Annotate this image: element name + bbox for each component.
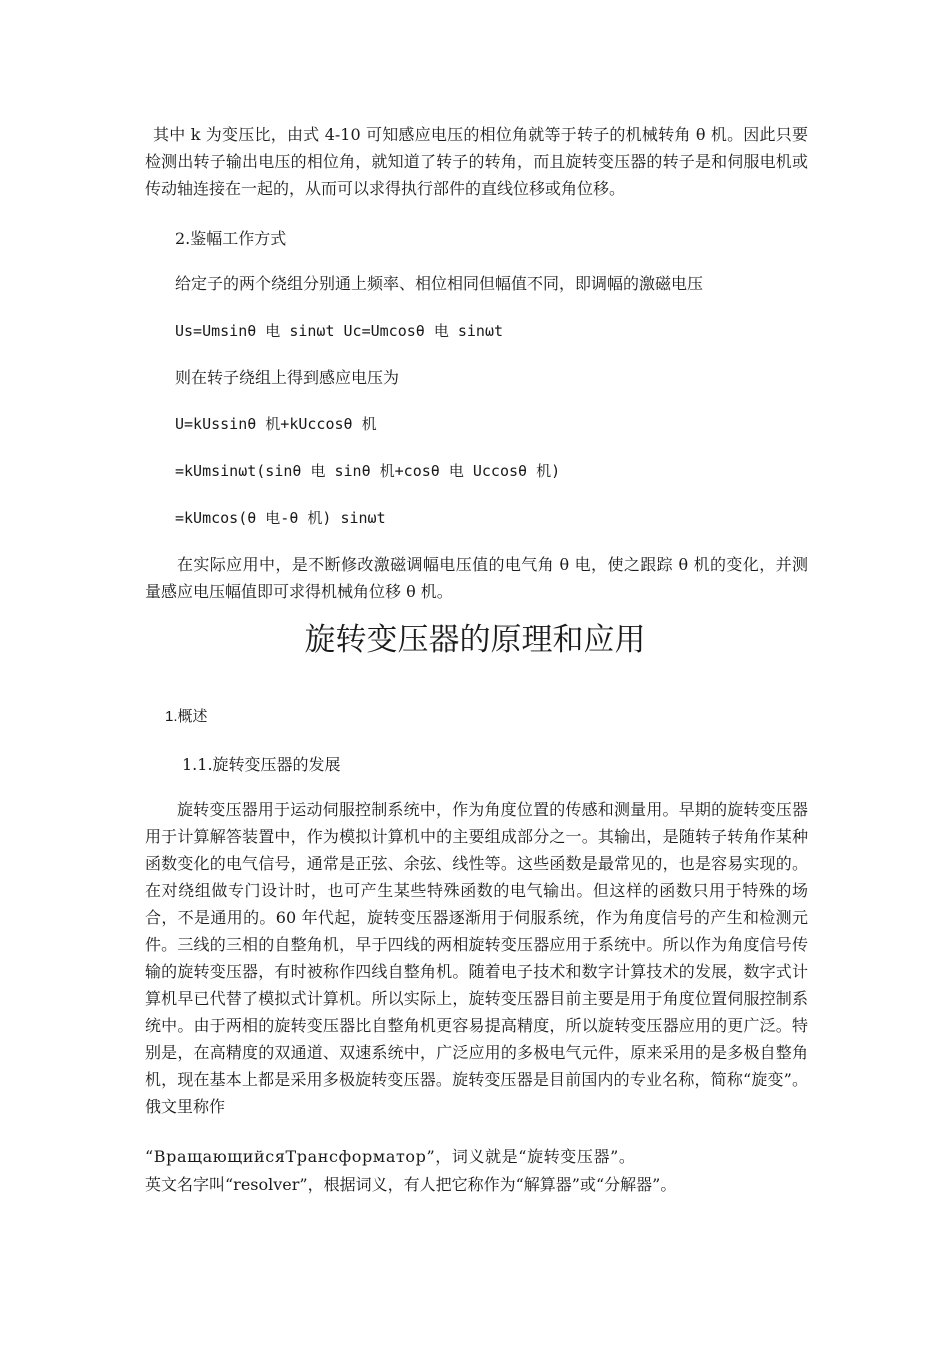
russian-name-line: “ВращающийсяТрансформатор”，词义就是“旋转变压器”。 <box>145 1147 636 1166</box>
section-heading: 2.鉴幅工作方式 <box>175 229 287 248</box>
application-paragraph: 在实际应用中，是不断修改激磁调幅电压值的电气角 θ 电，使之跟踪 θ 机的变化，并测量感应电压幅值即可求得机械角位移 θ 机。 <box>145 555 808 601</box>
document-title: 旋转变压器的原理和应用 <box>304 622 646 658</box>
excitation-formula: Us=Umsinθ 电 sinωt Uc=Umcosθ 电 sinωt <box>175 322 504 340</box>
formula-line: =kUmsinωt(sinθ 电 sinθ 机+cosθ 电 Uccosθ 机) <box>175 462 561 480</box>
intro-paragraph: 其中 k 为变压比，由式 4-10 可知感应电压的相位角就等于转子的机械转角 θ 机。因此只要检测出转子输出电压的相位角，就知道了转子的转角，而且旋转变压器的转子是和伺服电机或传动轴连接在一起的，从而可以求得执行部件的直线位移或角位移。 <box>145 125 808 198</box>
history-paragraph: 旋转变压器用于运动伺服控制系统中，作为角度位置的传感和测量用。早期的旋转变压器用于计算解答装置中，作为模拟计算机中的主要组成部分之一。其输出，是随转子转角作某种函数变化的电气信号，通常是正弦、余弦、线性等。这些函数是最常见的，也是容易实现的。在对绕组做专门设计时，也可产生某些特殊函数的电气输出。但这样的函数只用于特殊的场合，不是通用的。60 年代起，旋转变压器逐渐用于伺服系统，作为角度信号的产生和检测元件。三线的三相的自整角机，早于四线的两相旋转变压器应用于系统中。所以作为角度信号传输的旋转变压器，有时被称作四线自整角机。随着电子技术和数字计算技术的发展，数字式计算机早已代替了模拟式计算机。所以实际上，旋转变压器目前主要是用于角度位置伺服控制系统中。由于两相的旋转变压器比自整角机更容易提高精度，所以旋转变压器应用的更广泛。特别是，在高精度的双通道、双速系统中，广泛应用的多极电气元件，原来采用的是多极自整角机，现在基本上都是采用多极旋转变压器。旋转变压器是目前国内的专业名称，简称“旋变”。俄文里称作 <box>145 800 808 1116</box>
formula-line: U=kUssinθ 机+kUccosθ 机 <box>175 415 377 433</box>
formula-line: =kUmcos(θ 电-θ 机) sinωt <box>175 509 386 527</box>
induced-voltage-intro: 则在转子绕组上得到感应电压为 <box>175 368 400 387</box>
overview-heading: 1.概述 <box>165 708 208 725</box>
subsection-heading: 1.1.旋转变压器的发展 <box>182 755 341 774</box>
english-name-line: 英文名字叫“resolver”，根据词义，有人把它称作为“解算器”或“分解器”。 <box>145 1175 677 1194</box>
section-description: 给定子的两个绕组分别通上频率、相位相同但幅值不同，即调幅的激磁电压 <box>175 274 704 293</box>
